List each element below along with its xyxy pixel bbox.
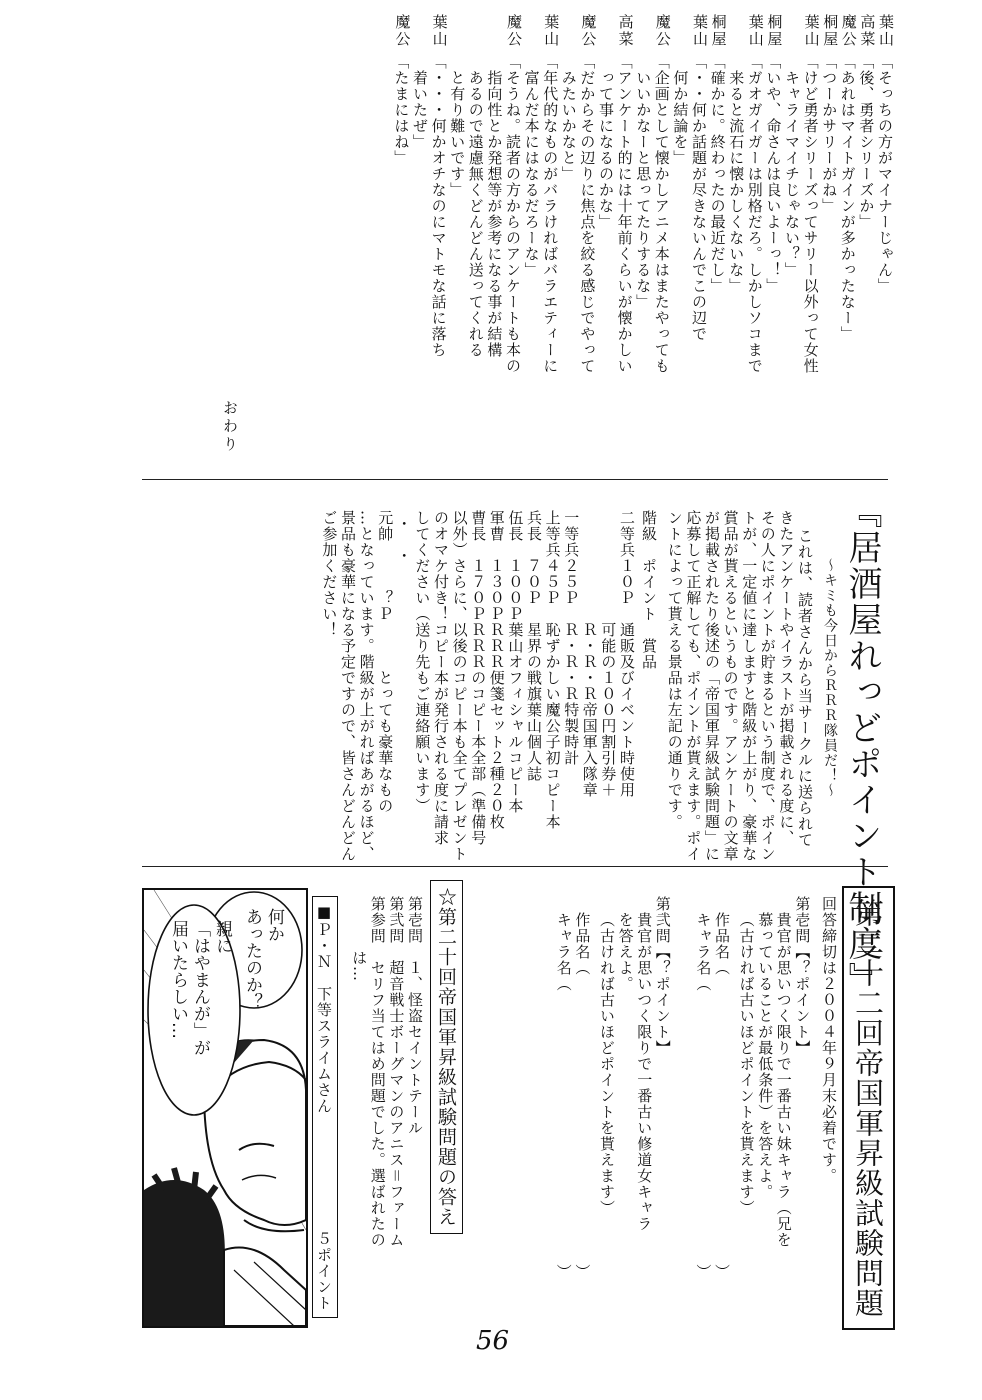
exam-deadline: 回答締切は２００４年９月末必着です。 [820, 896, 838, 1184]
owari-label: おわり [221, 400, 239, 454]
rank-note: してください（送り先もご連絡願います） [413, 510, 432, 814]
winner-label: ■Ｐ・Ｎ 下等スライムさん [315, 903, 333, 1114]
marshal-prize: とっても豪華なもの [376, 670, 395, 814]
exam-q1-work: 作品名（ ） [713, 912, 731, 1280]
bubble2-line1: 親に [212, 920, 232, 954]
rank-name: 上等兵 [543, 510, 562, 558]
dialogue-line: いいかなーと思ってたりするな」 [634, 70, 653, 310]
exam-q2-head: 第弐問【？ポイント】 [653, 896, 672, 1056]
dialogue-line: 「あれはマイトガインが多かったなー」 [838, 54, 857, 342]
answer-line: 第参問 セリフ当てはめ問題でした。選ばれたの [368, 896, 387, 1248]
dialogue-speaker: 魔公 [579, 14, 598, 48]
bubble1-line1: 何か [264, 908, 284, 942]
bubble2-line3: 届いたらしい… [168, 920, 188, 1039]
dialogue-speaker: 葉山 [877, 14, 895, 48]
dialogue-line: 「企画として懐かしアニメ本はまたやっても [652, 54, 671, 374]
point-body-line: 応募して正解しても、ポイントが貰えます。ポイ [684, 510, 703, 862]
dialogue-line: 「つーかサリーがね」 [820, 54, 839, 214]
rank-points: ４５Ｐ [543, 558, 562, 606]
dialogue-speaker: 葉山 [430, 14, 449, 48]
point-body-line: トが、一定値に達しますと階級が上がり、豪華な [740, 510, 759, 862]
point-body-line: が掲載されたり後述の「帝国軍昇級試験問題」に [703, 510, 721, 862]
dialogue-line: 「・・何か話題が尽きないんでこの辺で [690, 54, 708, 342]
marshal-rank: 元帥 [376, 510, 395, 542]
dialogue-speaker: 葉山 [802, 14, 821, 48]
manga-panel [142, 888, 308, 1328]
dialogue-line: 「ガオガイガーは別格だろ。しかしソコまで [745, 54, 764, 374]
answers-title: ☆第二十回帝国軍昇級試験問題の答え [430, 880, 463, 1234]
dialogue-line: 「けど勇者シリーズってサリー以外って女性 [801, 54, 820, 374]
dialogue-speaker: 葉山 [746, 14, 765, 48]
exam-q2-chara: キャラ名（ ） [554, 912, 573, 1280]
rank-prize: ＲＲＲ便箋セット２種２０枚 [487, 622, 506, 830]
dialogue-line: 「アンケート的には十年前くらいが懐かしい [615, 54, 634, 374]
rank-name: 一等兵 [562, 510, 581, 558]
dialogue-line: 「後、勇者シリーズか」 [857, 54, 876, 230]
rank-points: １０Ｐ [618, 558, 636, 606]
dialogue-speaker: 魔公 [505, 14, 523, 48]
rank-points: １７０Ｐ [469, 558, 488, 622]
dialogue-line: 「そうね。読者の方からのアンケートも本の [504, 54, 522, 374]
exam-q1-head: 第壱問【？ポイント】 [793, 896, 812, 1056]
dialogue-line: みたいかなと」 [559, 70, 578, 182]
rank-points: １００Ｐ [506, 558, 525, 622]
point-body-line: これは、読者さんから当サークルに送られて [796, 528, 814, 848]
point-body-line: その人にポイントが貯まるという制度で、ポイン [758, 510, 777, 862]
exam-q1-chara: キャラ名（ ） [694, 912, 713, 1280]
dialogue-speaker: 魔公 [653, 14, 672, 48]
dialogue-speaker: 魔公 [839, 14, 858, 48]
dialogue-speaker: 葉山 [691, 14, 709, 48]
rank-note: のオマケ付き！コピー本が発行される度に請求 [432, 510, 450, 846]
winner-points: ５ポイント [315, 1231, 333, 1311]
rank-prize: Ｒ・Ｒ・Ｒ特製時計 [562, 622, 581, 766]
dialogue-line: 富んだ本にはなるだろーな」 [522, 70, 541, 278]
dialogue-line: って事になるのかな」 [597, 70, 615, 230]
rank-prize: 星界の戦旗葉山個人誌 [525, 622, 543, 782]
dialogue-speaker: 高菜 [616, 14, 635, 48]
rank-prize: 通販及びイベント時使用 [618, 622, 636, 798]
dialogue-speaker: 桐屋 [821, 14, 840, 48]
exam-title: 第二十二回帝国軍昇級試験問題 [842, 886, 895, 1330]
rank-name: 軍曹 [487, 510, 506, 542]
rank-points: ２５Ｐ [562, 558, 581, 606]
closing-line: 景品も豪華になる予定ですので、皆さんどんどん [339, 510, 357, 862]
dialogue-line: 何か結論を」 [671, 70, 690, 166]
rank-name: 兵長 [525, 510, 543, 542]
rank-prize: ＲＲＲのコピー本全部（準備号 [469, 622, 488, 846]
exam-q2-body: を答えよ。 [616, 912, 635, 992]
bubble2-line2: 「はやまんが」が [190, 920, 210, 1056]
exam-q1-body: （古ければ古いほどポイントを貰えます） [737, 912, 756, 1216]
winner-box [312, 896, 338, 1318]
answer-line: 第弐問 超音戦士ボーグマンのアニス＝ファーム [387, 896, 406, 1249]
rank-prize-cont: 可能の１００円割引券＋ [599, 622, 618, 798]
dialogue-line: 「年代的なものがバラければバラエティーに [541, 54, 560, 374]
dialogue-speaker: 桐屋 [709, 14, 728, 48]
dialogue-line: 「そっちの方がマイナーじゃん」 [876, 54, 894, 294]
point-body-line: 賞品が貰えるというものです。アンケートの文章 [721, 510, 740, 862]
rank-prize: 恥ずかしい魔公子初コピー本 [543, 622, 562, 830]
answer-line: 第壱問 １、怪盗セイントテール [406, 896, 424, 1136]
rank-name: 二等兵 [618, 510, 636, 558]
point-body-line: ントによって貰える景品は左記の通りです。 [665, 510, 684, 830]
rank-prize-cont: Ｒ・Ｒ・Ｒ帝国軍入隊章 [580, 622, 599, 798]
rank-name: 曹長 [469, 510, 488, 542]
dialogue-speaker: 桐屋 [765, 14, 784, 48]
answer-line: は… [350, 950, 369, 982]
rank-table-header: 階級 ポイント 賞品 [640, 510, 658, 670]
closing-line: ご参加ください！ [320, 510, 339, 638]
exam-q1-body: 貴官が思いつく限りで一番古い妹キャラ（兄を [774, 912, 793, 1248]
rank-dots: ・ ・ [394, 516, 413, 564]
rank-prize: 葉山オフィシャルコピー本 [506, 622, 525, 814]
divider-bottom [142, 866, 888, 867]
dialogue-line: 「確かに。終わったの最近だし」 [708, 54, 727, 294]
rank-points: ７０Ｐ [525, 558, 543, 606]
rank-name: 伍長 [506, 510, 525, 542]
point-body-line: きたアンケートやイラストが掲載される度に、 [777, 510, 796, 846]
dialogue-line: 着いたぜ」 [411, 70, 429, 150]
page-number: 56 [476, 1326, 510, 1356]
exam-q1-body: 慕っていることが最低条件）を答えよ。 [756, 912, 775, 1200]
dialogue-line: 「いや、命さんは良いよーっ！」 [764, 54, 783, 294]
dialogue-speaker: 魔公 [393, 14, 412, 48]
dialogue-line: 「・・・何かオチなのにマトモな話に落ち [429, 54, 448, 358]
rank-points: １３０Ｐ [487, 558, 506, 622]
dialogue-line: 指向性とか発想等が参考になる事が結構 [485, 70, 504, 358]
bubble1-line2: あったのか？ [242, 908, 262, 1010]
exam-q2-body: （古ければ古いほどポイントを貰えます） [598, 912, 616, 1216]
dialogue-line: キャライマイチじゃない？」 [783, 70, 801, 278]
dialogue-line: 「たまにはね」 [392, 54, 411, 166]
point-section-title: 『居酒屋れっどポイント制度』 [842, 494, 882, 998]
dialogue-line: と有り難いです」 [448, 70, 467, 198]
point-section-subtitle: 〜キミも今日からＲＲＲ隊員だ！〜 [822, 558, 838, 798]
closing-line: …となっています。階級が上がればあがるほど、 [357, 510, 376, 862]
dialogue-speaker: 高菜 [858, 14, 877, 48]
dialogue-line: 来ると流石に懐かしくないな」 [727, 70, 746, 294]
exam-q2-body: 貴官が思いつく限りで一番古い修道女キャラ [635, 912, 654, 1232]
rank-note: 以外）さらに、以後のコピー本も全てプレゼント [450, 510, 469, 862]
dialogue-line: 「だからその辺りに焦点を絞る感じでやって [578, 54, 597, 374]
divider-top [142, 479, 888, 480]
exam-q2-work: 作品名（ ） [573, 912, 592, 1280]
dialogue-line: あるので遠慮無くどんどん送ってくれる [466, 70, 485, 358]
dialogue-speaker: 葉山 [542, 14, 561, 48]
marshal-points: ？Ｐ [376, 590, 395, 622]
